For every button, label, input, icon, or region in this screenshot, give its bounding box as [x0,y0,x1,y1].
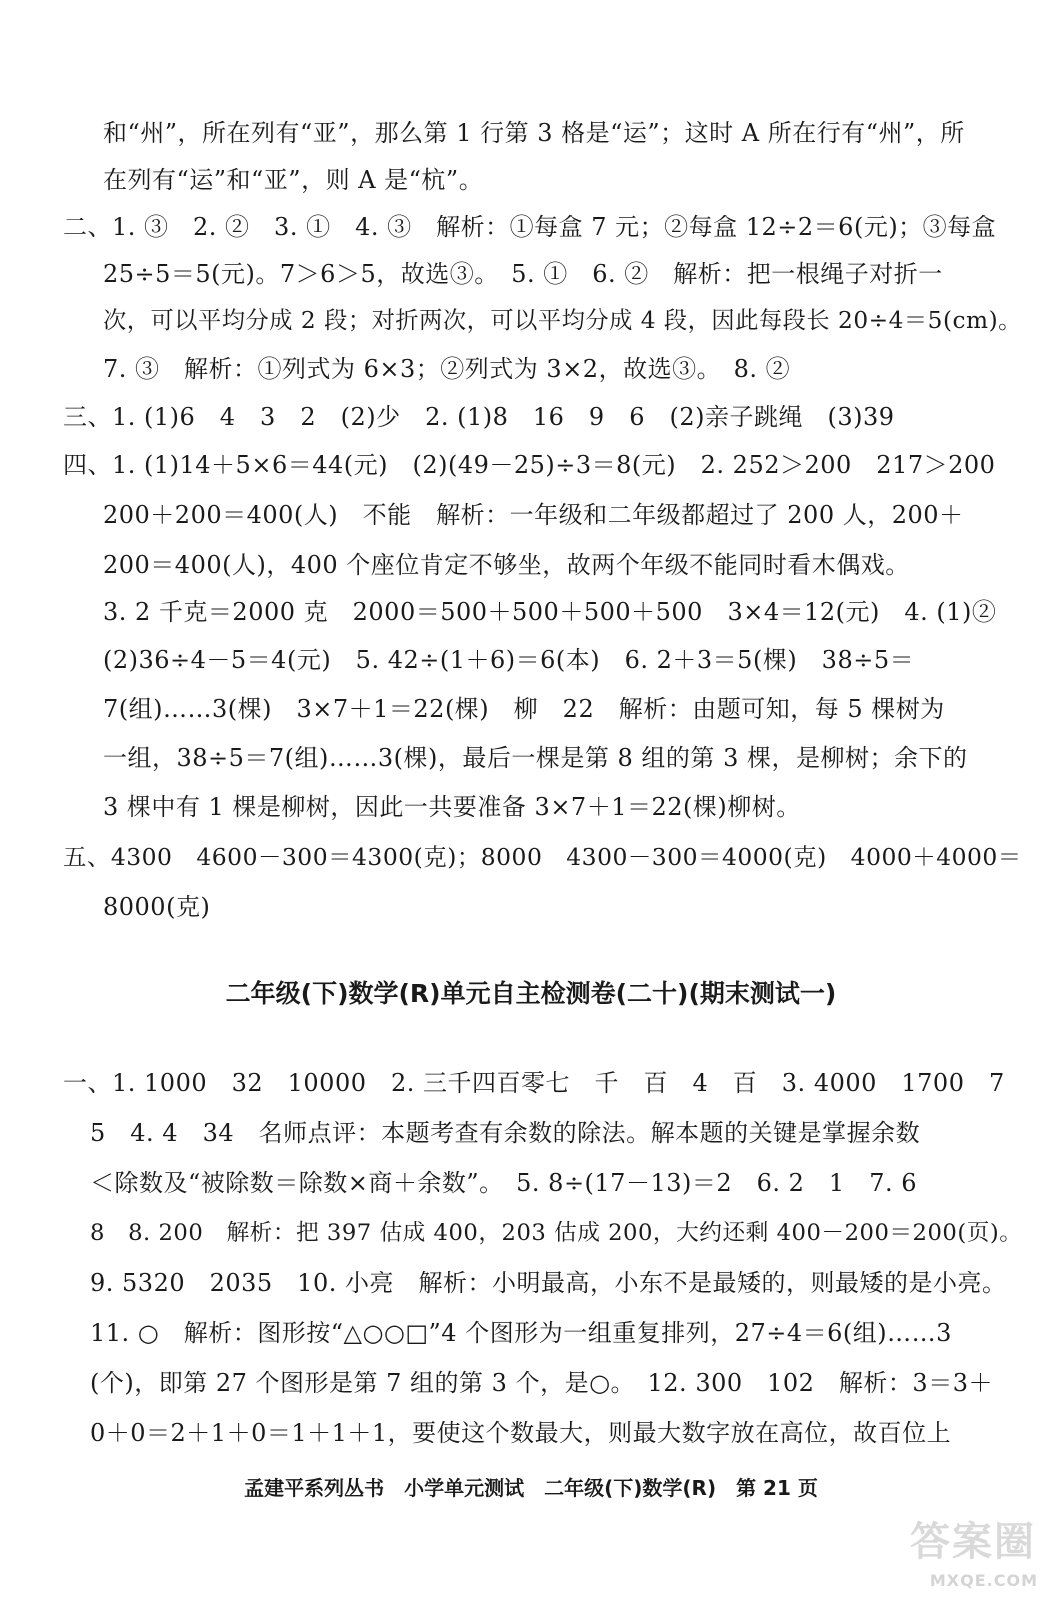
text-line-9: 200＋200＝400(人) 不能 解析：一年级和二年级都超过了 200 人，200＋ [103,501,964,529]
text-line-25: 0＋0＝2＋1＋0＝1＋1＋1，要使这个数最大，则最大数字放在高位，故百位上 [90,1419,952,1447]
text-line-15: 3 棵中有 1 棵是柳树，因此一共要准备 3×7＋1＝22(棵)柳树。 [103,793,801,821]
text-line-12: (2)36÷4－5＝4(元) 5. 42÷(1＋6)＝6(本) 6. 2＋3＝5(棵) 38÷5＝ [103,646,915,674]
text-line-10: 200＝400(人)，400 个座位肯定不够坐，故两个年级不能同时看木偶戏。 [103,551,910,579]
text-line-21: 8 8. 200 解析：把 397 估成 400，203 估成 200，大约还剩 400－200＝200(页)。 [90,1220,1023,1246]
text-line-3: 二、1. ③ 2. ② 3. ① 4. ③ 解析：①每盒 7 元；②每盒 12÷2＝6(元)；③每盒 [63,213,997,241]
section-heading: 二年级(下)数学(R)单元自主检测卷(二十)(期末测试一) [225,979,837,1008]
text-line-1: 和“州”，所在列有“亚”，那么第 1 行第 3 格是“运”；这时 A 所在行有“州”，所 [103,119,965,147]
text-line-5: 次，可以平均分成 2 段；对折两次，可以平均分成 4 段，因此每段长 20÷4＝5(cm)。 [103,307,1022,334]
watermark [894,1510,1044,1590]
text-line-24: (个)，即第 27 个图形是第 7 组的第 3 个，是○。 12. 300 102 解析：3＝3＋ [90,1369,993,1397]
text-line-11: 3. 2 千克＝2000 克 2000＝500＋500＋500＋500 3×4＝12(元) 4. (1)② [103,598,997,626]
text-line-13: 7(组)……3(棵) 3×7＋1＝22(棵) 柳 22 解析：由题可知，每 5 棵树为 [103,695,945,723]
text-line-18: 一、1. 1000 32 10000 2. 三千四百零七 千 百 4 百 3. 4000 1700 7 [63,1069,1005,1097]
text-line-2: 在列有“运”和“亚”，则 A 是“杭”。 [103,166,484,194]
text-line-23: 11. ○ 解析：图形按“△○○□”4 个图形为一组重复排列，27÷4＝6(组)……3 [90,1319,952,1347]
text-line-6: 7. ③ 解析：①列式为 6×3；②列式为 3×2，故选③。 8. ② [103,355,791,383]
page-footer: 孟建平系列丛书 小学单元测试 二年级(下)数学(R) 第 21 页 [244,1476,818,1500]
watermark-logo: 答案圈 [910,1519,1036,1565]
text-line-17: 8000(克) [103,893,211,921]
text-line-19: 5 4. 4 34 名师点评：本题考查有余数的除法。解本题的关键是掌握余数 [90,1119,921,1147]
text-line-8: 四、1. (1)14＋5×6＝44(元) (2)(49－25)÷3＝8(元) 2. 252＞200 217＞200 [63,451,996,479]
text-line-4: 25÷5＝5(元)。7＞6＞5，故选③。 5. ① 6. ② 解析：把一根绳子对折一 [103,260,943,288]
watermark-url: MXQE.COM [929,1571,1038,1590]
text-line-7: 三、1. (1)6 4 3 2 (2)少 2. (1)8 16 9 6 (2)亲子跳绳 (3)39 [63,403,895,431]
text-line-20: ＜除数及“被除数＝除数×商＋余数”。 5. 8÷(17－13)＝2 6. 2 1 7. 6 [90,1169,917,1197]
text-line-14: 一组，38÷5＝7(组)……3(棵)，最后一棵是第 8 组的第 3 棵，是柳树；余下的 [103,744,968,772]
text-line-16: 五、4300 4600－300＝4300(克)；8000 4300－300＝4000(克) 4000＋4000＝ [63,843,1022,871]
text-line-22: 9. 5320 2035 10. 小亮 解析：小明最高，小东不是最矮的，则最矮的是小亮。 [90,1269,1007,1297]
